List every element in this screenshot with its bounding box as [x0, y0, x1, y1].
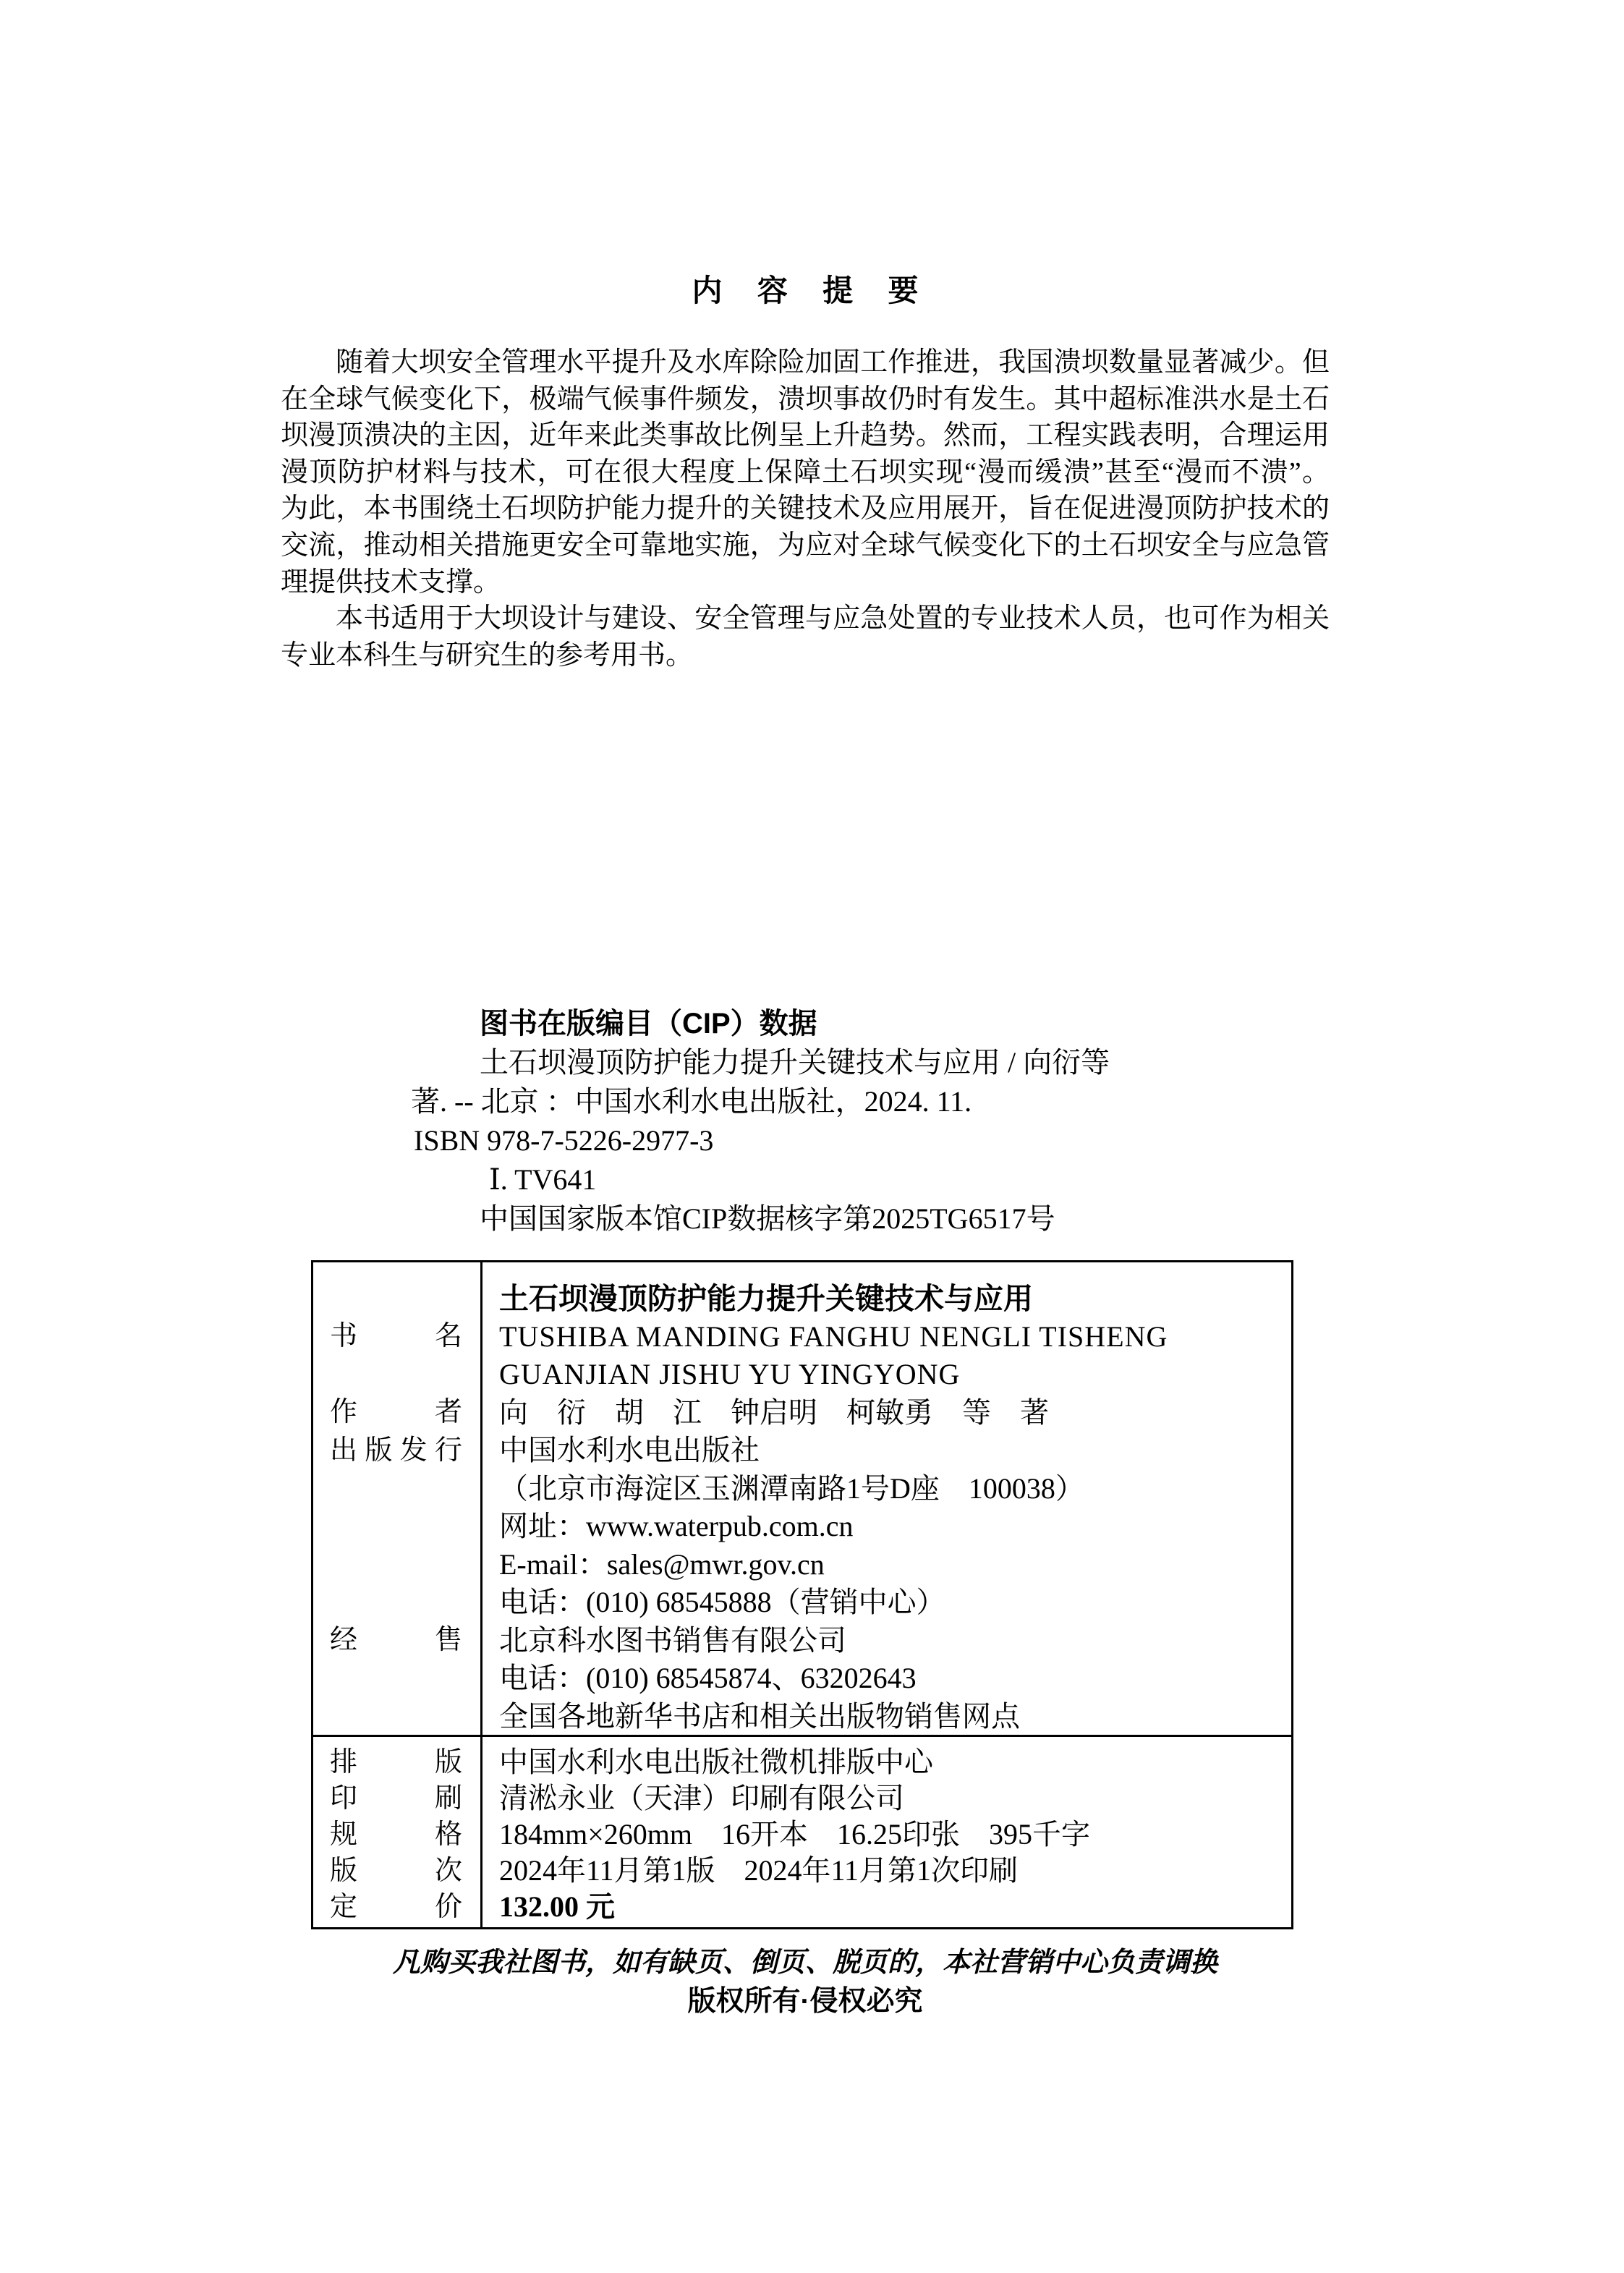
colophon-publisher-email: E-mail：sales@mwr.gov.cn: [499, 1547, 825, 1581]
colophon-seller-network: 全国各地新华书店和相关出版物销售网点: [499, 1699, 1020, 1733]
colophon-label-format: 规格: [330, 1819, 462, 1850]
cip-heading: 图书在版编目（CIP）数据: [480, 1008, 817, 1040]
summary-line: 坝漫顶溃决的主因，近年来此类事故比例呈上升趋势。然而，工程实践表明，合理运用: [281, 420, 1330, 451]
colophon-typesetting-value: 中国水利水电出版社微机排版中心: [499, 1746, 933, 1778]
colophon-lower-section: [313, 1735, 1291, 1927]
summary-line: 专业本科生与研究生的参考用书。: [281, 640, 694, 671]
cip-title-line: 土石坝漫顶防护能力提升关键技术与应用 / 向衍等: [480, 1046, 1110, 1079]
colophon-label-book-name: 书名: [330, 1321, 462, 1351]
colophon-authors: 向 衍 胡 江 钟启明 柯敏勇 等 著: [499, 1395, 1049, 1429]
colophon-publisher-name: 中国水利水电出版社: [499, 1434, 760, 1466]
footer-exchange-note: 凡购买我社图书，如有缺页、倒页、脱页的，本社营销中心负责调换: [392, 1947, 1217, 1978]
colophon-book-title: 土石坝漫顶防护能力提升关键技术与应用: [499, 1282, 1033, 1315]
summary-line: 交流，推动相关措施更安全可靠地实施，为应对全球气候变化下的土石坝安全与应急管: [281, 530, 1330, 561]
colophon-label-typesetting: 排版: [330, 1747, 462, 1777]
summary-line: 在全球气候变化下，极端气候事件频发，溃坝事故仍时有发生。其中超标准洪水是土石: [281, 383, 1330, 415]
colophon-publisher-phone: 电话：(010) 68545888（营销中心）: [499, 1586, 945, 1618]
summary-line: 漫顶防护材料与技术，可在很大程度上保障土石坝实现“漫而缓溃”甚至“漫而不溃”。: [281, 456, 1330, 488]
cip-block: [411, 1004, 1110, 1239]
colophon-lower-label-column: [313, 1737, 482, 1927]
colophon-upper-label-column: [313, 1262, 482, 1735]
colophon-edition-value: 2024年11月第1版 2024年11月第1次印刷: [499, 1854, 1019, 1887]
colophon-label-printing: 印刷: [330, 1783, 462, 1814]
colophon-book-pinyin: TUSHIBA MANDING FANGHU NENGLI TISHENG: [499, 1320, 1168, 1353]
colophon-seller-phone: 电话：(010) 68545874、63202643: [499, 1662, 917, 1694]
summary-line: 为此，本书围绕土石坝防护能力提升的关键技术及应用展开，旨在促进漫顶防护技术的: [281, 493, 1330, 524]
colophon-publisher-address: （北京市海淀区玉渊潭南路1号D座 100038）: [499, 1471, 1084, 1505]
colophon-lower-value-column: [482, 1737, 1291, 1927]
colophon-label-price: 定价: [330, 1892, 462, 1922]
colophon-label-edition: 版次: [330, 1856, 462, 1886]
colophon-format-value: 184mm×260mm 16开本 16.25印张 395千字: [499, 1818, 1091, 1851]
summary-line: 本书适用于大坝设计与建设、安全管理与应急处置的专业技术人员，也可作为相关: [336, 603, 1330, 634]
colophon-seller-name: 北京科水图书销售有限公司: [499, 1623, 846, 1657]
summary-line: 理提供技术支撑。: [281, 566, 501, 598]
cip-classification: Ⅰ. TV641: [489, 1163, 597, 1196]
colophon-label-publisher: 出版发行: [330, 1435, 462, 1466]
summary-line: 随着大坝安全管理水平提升及水库除险加固工作推进，我国溃坝数量显著减少。但: [336, 347, 1330, 378]
colophon-label-seller: 经售: [330, 1625, 462, 1655]
summary-title: 内容提要: [692, 273, 953, 307]
footer-copyright-notice: 版权所有·侵权必究: [687, 1986, 923, 2017]
colophon-upper-value-column: [482, 1262, 1291, 1735]
colophon-table: [311, 1260, 1293, 1929]
cip-record-number: 中国国家版本馆CIP数据核字第2025TG6517号: [480, 1202, 1055, 1235]
colophon-upper-section: [313, 1262, 1291, 1735]
colophon-book-pinyin: GUANJIAN JISHU YU YINGYONG: [499, 1358, 961, 1390]
summary-section: [281, 344, 1330, 674]
colophon-printing-value: 清淞永业（天津）印刷有限公司: [499, 1782, 904, 1814]
colophon-publisher-website: 网址：www.waterpub.com.cn: [499, 1510, 854, 1542]
cip-isbn: ISBN 978-7-5226-2977-3: [414, 1124, 714, 1157]
cip-publisher-line: 著. -- 北京 ：中国水利水电出版社，2024. 11.: [411, 1085, 972, 1118]
colophon-label-author: 作者: [330, 1397, 462, 1427]
colophon-price-value: 132.00 元: [499, 1890, 615, 1923]
